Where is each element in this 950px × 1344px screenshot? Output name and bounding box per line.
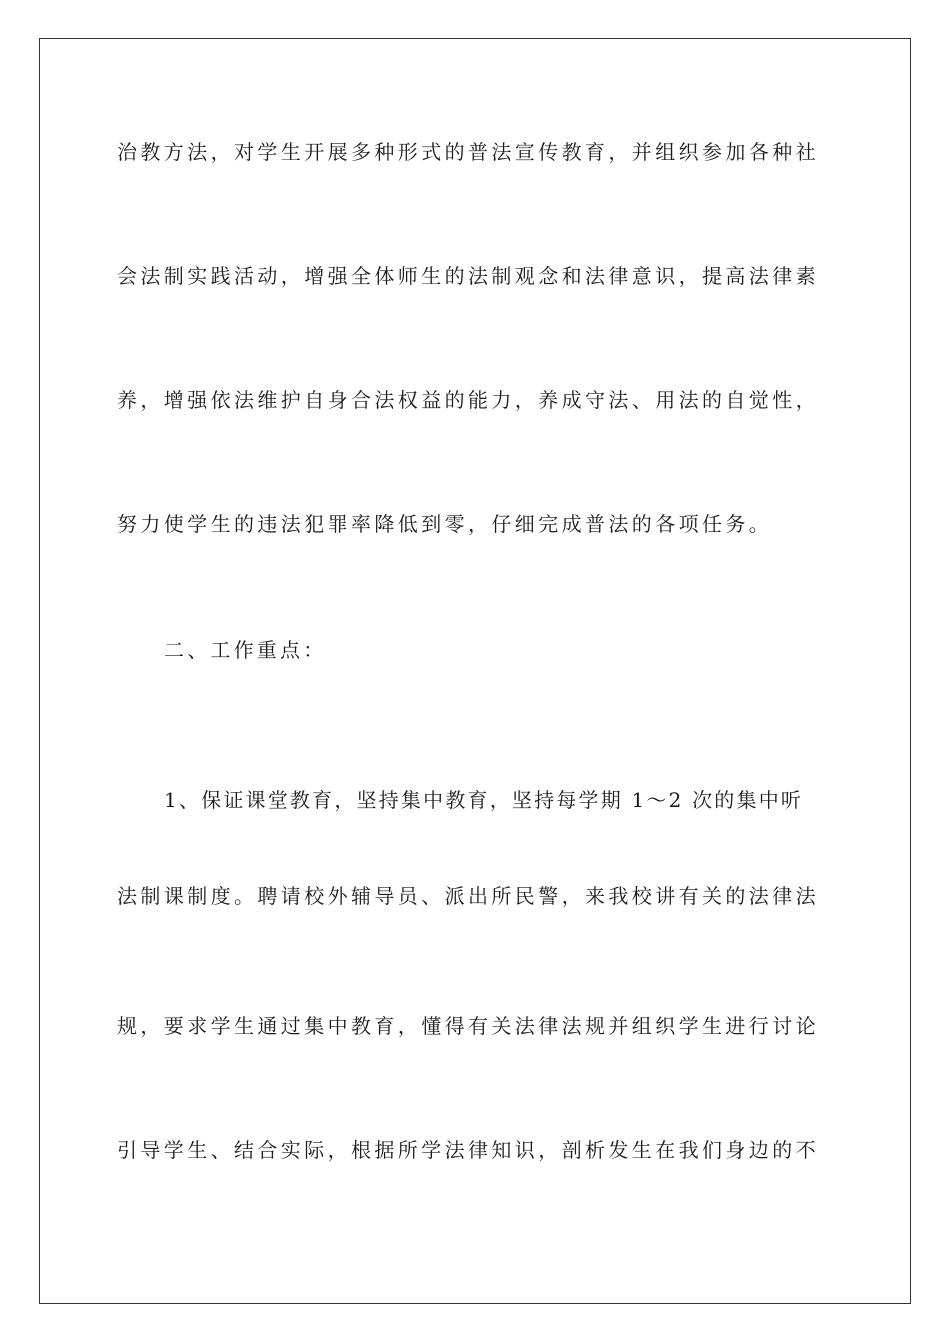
paragraph-line: 规，要求学生通过集中教育，懂得有关法律法规并组织学生进行讨论 bbox=[117, 1014, 819, 1038]
section-heading: 二、工作重点： bbox=[164, 638, 327, 662]
paragraph-line: 会法制实践活动，增强全体师生的法制观念和法律意识，提高法律素 bbox=[117, 264, 819, 288]
paragraph-line: 1、保证课堂教育，坚持集中教育，坚持每学期 1～2 次的集中听 bbox=[164, 788, 804, 812]
paragraph-line: 努力使学生的违法犯罪率降低到零，仔细完成普法的各项任务。 bbox=[117, 512, 773, 536]
paragraph-line: 治教方法，对学生开展多种形式的普法宣传教育，并组织参加各种社 bbox=[117, 140, 819, 164]
paragraph-line: 法制课制度。聘请校外辅导员、派出所民警，来我校讲有关的法律法 bbox=[117, 884, 819, 908]
paragraph-line: 引导学生、结合实际，根据所学法律知识，剖析发生在我们身边的不 bbox=[117, 1138, 819, 1162]
page-border bbox=[39, 38, 911, 1304]
paragraph-line: 养，增强依法维护自身合法权益的能力，养成守法、用法的自觉性， bbox=[117, 388, 819, 412]
